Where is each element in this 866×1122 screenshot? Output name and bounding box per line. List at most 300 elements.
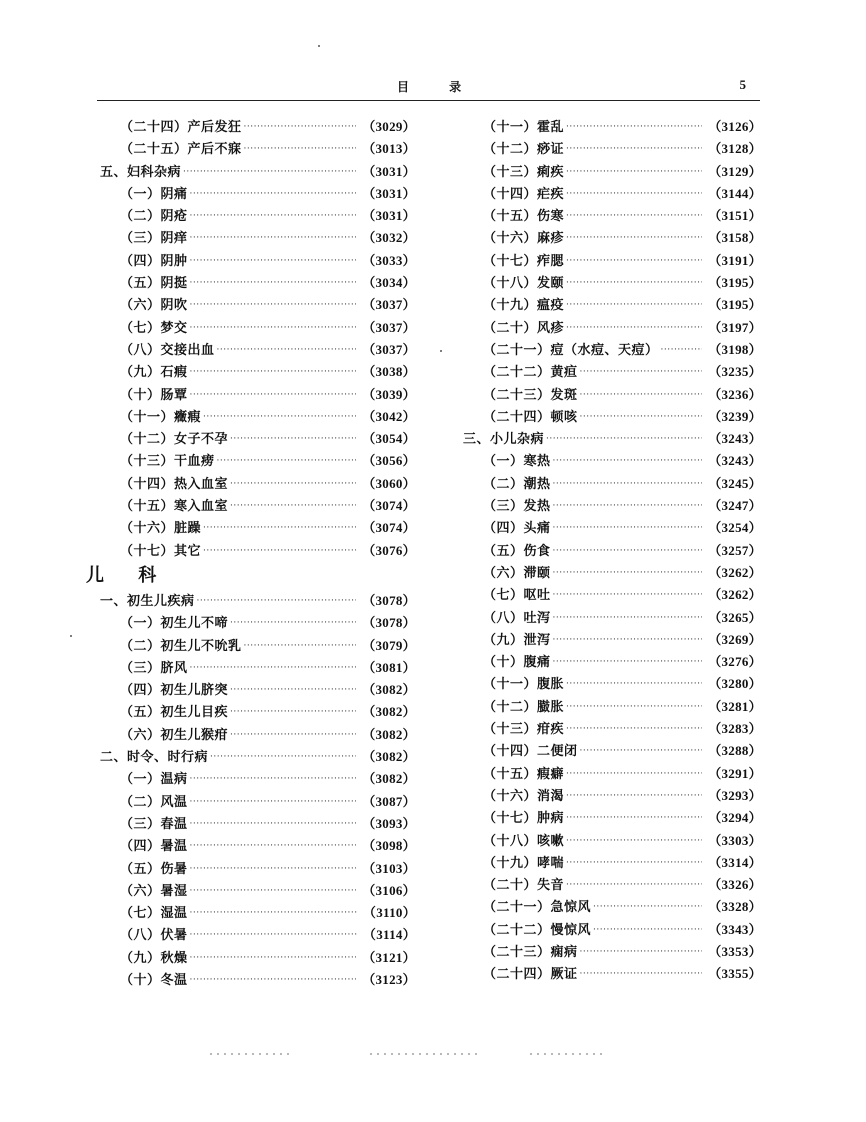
toc-entry-label: （七）湿温 — [120, 906, 188, 922]
dot-leader — [580, 941, 703, 963]
dot-leader — [190, 969, 357, 991]
dot-leader — [566, 807, 702, 829]
toc-entry-label: （一）阴痛 — [120, 186, 188, 202]
toc-entry-label: （十七）其它 — [120, 543, 202, 559]
toc-entry-label: （二十四）厥证 — [483, 967, 578, 983]
toc-entry-page: （3082） — [362, 749, 416, 765]
dot-leader — [566, 161, 702, 183]
toc-entry-label: （十）冬温 — [120, 972, 188, 988]
toc-entry-page: （3276） — [708, 654, 762, 670]
toc-entry[interactable] — [475, 361, 762, 383]
toc-entry[interactable] — [475, 317, 762, 339]
toc-entry[interactable] — [475, 161, 762, 183]
dot-leader — [553, 629, 703, 651]
dot-leader — [553, 584, 703, 606]
toc-entry[interactable] — [475, 227, 762, 249]
dot-leader — [566, 294, 702, 316]
scan-noise — [370, 1053, 480, 1055]
dot-leader — [203, 406, 356, 428]
toc-section-entry[interactable] — [463, 428, 762, 450]
toc-entry-page: （3087） — [362, 793, 416, 809]
toc-entry[interactable] — [112, 317, 416, 339]
dot-leader — [553, 517, 703, 539]
dot-leader — [190, 858, 357, 880]
dot-leader — [566, 138, 702, 160]
toc-section-entry[interactable] — [100, 161, 416, 183]
toc-entry-page: （3056） — [362, 453, 416, 469]
toc-entry-page: （3314） — [708, 854, 762, 870]
dot-leader — [566, 852, 702, 874]
toc-entry-label: （四）初生儿脐突 — [120, 683, 229, 699]
toc-section-entry[interactable] — [100, 590, 416, 612]
toc-list-pediatrics-continued — [463, 116, 762, 986]
toc-entry-label: （三）春温 — [120, 816, 188, 832]
toc-entry[interactable] — [475, 673, 762, 695]
toc-entry-label: （二十一）急惊风 — [483, 900, 592, 916]
toc-entry-page: （3029） — [362, 119, 416, 134]
dot-leader — [230, 724, 356, 746]
toc-entry-label: （九）石瘕 — [120, 365, 188, 381]
toc-entry-label: （二十四）产后发狂 — [120, 120, 242, 135]
toc-entry-label: （四）头痛 — [483, 521, 551, 537]
dot-leader — [190, 361, 357, 383]
toc-entry[interactable] — [112, 116, 416, 138]
toc-entry-label: （十五）瘕癖 — [483, 766, 565, 782]
dot-leader — [580, 384, 703, 406]
toc-entry[interactable] — [475, 941, 762, 963]
toc-entry-page: （3328） — [708, 899, 762, 915]
dot-leader — [197, 590, 357, 612]
toc-entry-label: （二）阴疮 — [120, 209, 188, 225]
toc-entry[interactable] — [475, 740, 762, 762]
toc-entry-label: （二十）风疹 — [483, 320, 565, 336]
toc-entry[interactable] — [112, 657, 416, 679]
toc-entry-label: （十三）干血痨 — [120, 454, 215, 470]
toc-entry-page: （3037） — [362, 341, 416, 357]
toc-entry-label: （二十三）痫病 — [483, 944, 578, 960]
dot-leader — [566, 830, 702, 852]
toc-entry[interactable] — [112, 635, 416, 657]
dot-leader — [190, 384, 357, 406]
toc-entry-page: （3034） — [362, 275, 416, 291]
dot-leader — [566, 718, 702, 740]
toc-entry-page: （3291） — [708, 765, 762, 781]
toc-entry-page: （3303） — [708, 832, 762, 848]
toc-entry-page: （3236） — [708, 386, 762, 402]
dot-leader — [190, 227, 357, 249]
toc-entry-label: （十九）哮喘 — [483, 855, 565, 871]
dot-leader — [566, 785, 702, 807]
toc-entry-page: （3079） — [362, 637, 416, 653]
toc-entry-label: （一）寒热 — [483, 454, 551, 470]
toc-entry[interactable] — [112, 183, 416, 205]
dot-leader — [190, 205, 357, 227]
toc-entry[interactable] — [475, 651, 762, 673]
toc-entry[interactable] — [475, 807, 762, 829]
dot-leader — [190, 835, 357, 857]
toc-entry-page: （3262） — [708, 564, 762, 580]
dot-leader — [190, 880, 357, 902]
toc-entry[interactable] — [475, 718, 762, 740]
toc-entry-label: 三、小儿杂病 — [463, 432, 545, 448]
toc-entry-label: （六）滞颐 — [483, 565, 551, 581]
toc-entry[interactable] — [475, 540, 762, 562]
toc-entry-page: （3129） — [708, 163, 762, 179]
toc-entry-label: （四）阴肿 — [120, 253, 188, 269]
toc-entry[interactable] — [112, 450, 416, 472]
toc-entry-label: （二十二）黄疸 — [483, 365, 578, 381]
dot-leader — [230, 473, 356, 495]
dot-leader — [553, 473, 703, 495]
toc-entry[interactable] — [475, 696, 762, 718]
toc-entry-label: （五）初生儿目疾 — [120, 705, 229, 721]
toc-entry[interactable] — [112, 947, 416, 969]
toc-entry[interactable] — [112, 791, 416, 813]
toc-entry-label: （十六）脏躁 — [120, 521, 202, 537]
toc-entry[interactable] — [112, 205, 416, 227]
toc-entry-label: （五）阴挺 — [120, 276, 188, 292]
toc-entry[interactable] — [112, 701, 416, 723]
toc-entry-label: （十二）痧证 — [483, 142, 565, 158]
toc-entry-label: （二十）失音 — [483, 878, 565, 894]
toc-entry-page: （3106） — [362, 882, 416, 898]
toc-entry[interactable] — [112, 361, 416, 383]
toc-entry-label: （二十二）慢惊风 — [483, 922, 592, 938]
toc-entry-page: （3123） — [362, 971, 416, 987]
toc-entry-label: （六）暑湿 — [120, 883, 188, 899]
toc-entry-page: （3197） — [708, 319, 762, 335]
scan-noise — [530, 1053, 605, 1055]
toc-entry-page: （3144） — [708, 185, 762, 201]
toc-entry-page: （3158） — [708, 230, 762, 246]
dot-leader — [580, 740, 703, 762]
toc-entry-label: （二）风温 — [120, 794, 188, 810]
toc-entry[interactable] — [112, 724, 416, 746]
toc-entry-label: （十七）痄腮 — [483, 253, 565, 269]
toc-entry[interactable] — [475, 562, 762, 584]
toc-entry-page: （3082） — [362, 704, 416, 720]
toc-entry-label: （十一）癥瘕 — [120, 409, 202, 425]
toc-entry[interactable] — [112, 835, 416, 857]
toc-entry[interactable] — [475, 450, 762, 472]
toc-entry-page: （3355） — [708, 966, 762, 982]
toc-entry-page: （3235） — [708, 364, 762, 380]
dot-leader — [566, 227, 702, 249]
toc-entry-page: （3078） — [362, 615, 416, 631]
toc-entry[interactable] — [475, 205, 762, 227]
toc-entry-label: （一）温病 — [120, 772, 188, 788]
toc-entry[interactable] — [475, 629, 762, 651]
toc-entry-page: （3039） — [362, 386, 416, 402]
dot-leader — [190, 250, 357, 272]
toc-entry-page: （3283） — [708, 721, 762, 737]
toc-entry[interactable] — [475, 584, 762, 606]
toc-entry-page: （3195） — [708, 297, 762, 313]
toc-entry-label: （十八）咳嗽 — [483, 833, 565, 849]
toc-entry[interactable] — [475, 963, 762, 985]
scan-speck — [318, 45, 320, 47]
toc-entry-label: 五、妇科杂病 — [100, 164, 182, 180]
toc-list-pediatrics — [100, 590, 416, 991]
toc-entry-page: （3293） — [708, 787, 762, 803]
toc-entry[interactable] — [112, 473, 416, 495]
toc-entry-label: （九）泄泻 — [483, 632, 551, 648]
toc-entry[interactable] — [112, 138, 416, 160]
dot-leader — [190, 791, 357, 813]
toc-entry-page: （3243） — [708, 431, 762, 447]
dot-leader — [190, 902, 357, 924]
toc-entry-label: （五）伤食 — [483, 543, 551, 559]
dot-leader — [217, 450, 357, 472]
toc-entry-label: （三）阴痒 — [120, 231, 188, 247]
toc-entry-label: （二十五）产后不寐 — [120, 142, 242, 158]
toc-entry[interactable] — [112, 339, 416, 361]
toc-entry[interactable] — [475, 763, 762, 785]
toc-entry[interactable] — [475, 116, 762, 138]
dot-leader — [553, 540, 703, 562]
scan-speck — [70, 635, 72, 637]
dot-leader — [566, 763, 702, 785]
toc-entry-page: （3081） — [362, 659, 416, 675]
dot-leader — [566, 116, 702, 138]
toc-entry-label: （十）肠覃 — [120, 387, 188, 403]
toc-entry-page: （3013） — [362, 141, 416, 157]
toc-entry-label: （六）阴吹 — [120, 298, 188, 314]
dot-leader — [230, 495, 356, 517]
dot-leader — [553, 562, 703, 584]
toc-right-column — [463, 116, 762, 986]
toc-entry-page: （3126） — [708, 119, 762, 134]
dot-leader — [593, 896, 702, 918]
dot-leader — [566, 673, 702, 695]
toc-entry[interactable] — [475, 406, 762, 428]
toc-entry-label: （八）吐泻 — [483, 610, 551, 626]
toc-entry-page: （3074） — [362, 520, 416, 536]
toc-entry-label: （十三）疳疾 — [483, 722, 565, 738]
toc-entry-label: 一、初生儿疾病 — [100, 593, 195, 609]
toc-entry-page: （3054） — [362, 431, 416, 447]
toc-entry-label: （九）秋燥 — [120, 950, 188, 966]
toc-entry-page: （3114） — [362, 927, 416, 943]
toc-entry-page: （3288） — [708, 743, 762, 759]
page-header — [97, 78, 760, 100]
toc-entry-label: （十二）臌胀 — [483, 699, 565, 715]
toc-entry[interactable] — [112, 384, 416, 406]
toc-entry[interactable] — [112, 768, 416, 790]
toc-entry-page: （3243） — [708, 453, 762, 469]
toc-entry-page: （3033） — [362, 252, 416, 268]
toc-entry-page: （3195） — [708, 275, 762, 291]
dot-leader — [244, 635, 357, 657]
dot-leader — [566, 272, 702, 294]
toc-entry-page: （3098） — [362, 838, 416, 854]
toc-entry-label: （三）脐风 — [120, 660, 188, 676]
toc-entry[interactable] — [475, 183, 762, 205]
dot-leader — [661, 339, 703, 361]
toc-entry-label: （十一）霍乱 — [483, 120, 565, 135]
toc-entry-label: （十六）消渴 — [483, 788, 565, 804]
toc-entry-page: （3191） — [708, 252, 762, 268]
toc-entry-page: （3128） — [708, 141, 762, 157]
toc-entry-page: （3042） — [362, 408, 416, 424]
dot-leader — [553, 607, 703, 629]
toc-entry-label: （二）初生儿不吮乳 — [120, 638, 242, 654]
toc-entry[interactable] — [475, 874, 762, 896]
page-title: 目 录 — [397, 80, 480, 94]
page-number: 5 — [739, 77, 746, 92]
toc-entry-label: （二十三）发斑 — [483, 387, 578, 403]
toc-entry-label: 二、时令、时行病 — [100, 750, 209, 766]
toc-entry[interactable] — [112, 227, 416, 249]
dot-leader — [553, 450, 703, 472]
dot-leader — [203, 517, 356, 539]
toc-entry-page: （3247） — [708, 498, 762, 514]
dot-leader — [566, 696, 702, 718]
toc-entry-page: （3060） — [362, 475, 416, 491]
toc-entry[interactable] — [112, 902, 416, 924]
dot-leader — [566, 250, 702, 272]
section-title-pediatrics: 儿 科 — [86, 564, 171, 586]
toc-entry-page: （3280） — [708, 676, 762, 692]
toc-entry-page: （3245） — [708, 475, 762, 491]
toc-entry[interactable] — [112, 679, 416, 701]
toc-entry-page: （3076） — [362, 542, 416, 558]
dot-leader — [203, 540, 356, 562]
dot-leader — [190, 294, 357, 316]
toc-entry-label: （十五）寒入血室 — [120, 499, 229, 515]
scan-noise — [210, 1053, 290, 1055]
header-rule — [97, 100, 760, 101]
dot-leader — [566, 317, 702, 339]
toc-entry-page: （3031） — [362, 185, 416, 201]
toc-entry[interactable] — [475, 272, 762, 294]
toc-entry[interactable] — [112, 272, 416, 294]
toc-entry[interactable] — [475, 607, 762, 629]
dot-leader — [553, 651, 703, 673]
toc-entry-label: （十八）发颐 — [483, 276, 565, 292]
toc-entry-page: （3294） — [708, 810, 762, 826]
toc-entry-label: （十三）痢疾 — [483, 164, 565, 180]
dot-leader — [593, 919, 702, 941]
toc-entry-label: （八）伏暑 — [120, 928, 188, 944]
toc-entry-label: （二十一）痘（水痘、天痘） — [483, 342, 659, 358]
dot-leader — [190, 272, 357, 294]
toc-entry-label: （十一）腹胀 — [483, 677, 565, 693]
toc-entry[interactable] — [475, 852, 762, 874]
toc-entry-label: （二十四）顿咳 — [483, 409, 578, 425]
toc-entry[interactable] — [112, 406, 416, 428]
toc-entry[interactable] — [112, 250, 416, 272]
toc-entry[interactable] — [475, 339, 762, 361]
toc-entry-label: （十九）瘟疫 — [483, 298, 565, 314]
toc-entry[interactable] — [475, 785, 762, 807]
toc-entry[interactable] — [475, 294, 762, 316]
toc-entry-page: （3326） — [708, 877, 762, 893]
toc-entry-page: （3074） — [362, 498, 416, 514]
toc-entry-label: （七）呕吐 — [483, 588, 551, 604]
toc-entry-page: （3032） — [362, 230, 416, 246]
dot-leader — [244, 116, 357, 138]
dot-leader — [230, 612, 356, 634]
dot-leader — [580, 406, 703, 428]
dot-leader — [190, 768, 357, 790]
toc-entry-page: （3343） — [708, 921, 762, 937]
toc-entry[interactable] — [112, 969, 416, 991]
toc-entry-page: （3078） — [362, 592, 416, 608]
toc-entry[interactable] — [112, 813, 416, 835]
dot-leader — [190, 947, 357, 969]
toc-entry-label: （十七）肿病 — [483, 811, 565, 827]
toc-entry[interactable] — [475, 384, 762, 406]
toc-entry-page: （3037） — [362, 319, 416, 335]
toc-entry[interactable] — [475, 830, 762, 852]
toc-entry[interactable] — [112, 858, 416, 880]
toc-entry[interactable] — [475, 250, 762, 272]
toc-entry[interactable] — [475, 138, 762, 160]
dot-leader — [230, 428, 356, 450]
toc-entry-page: （3031） — [362, 208, 416, 224]
toc-entry[interactable] — [475, 473, 762, 495]
toc-section-entry[interactable] — [100, 746, 416, 768]
toc-entry[interactable] — [475, 495, 762, 517]
toc-entry[interactable] — [112, 880, 416, 902]
toc-entry-label: （十四）疟疾 — [483, 186, 565, 202]
toc-entry-page: （3281） — [708, 698, 762, 714]
toc-entry-label: （十六）麻疹 — [483, 231, 565, 247]
toc-list-gynecology — [100, 116, 416, 562]
dot-leader — [210, 746, 356, 768]
dot-leader — [217, 339, 357, 361]
toc-entry[interactable] — [112, 612, 416, 634]
toc-entry-label: （二）潮热 — [483, 476, 551, 492]
toc-entry[interactable] — [112, 924, 416, 946]
toc-entry-label: （十五）伤寒 — [483, 209, 565, 225]
toc-entry[interactable] — [475, 919, 762, 941]
toc-entry[interactable] — [112, 540, 416, 562]
dot-leader — [580, 963, 703, 985]
toc-entry[interactable] — [112, 495, 416, 517]
toc-entry-page: （3151） — [708, 208, 762, 224]
toc-entry-label: （十）腹痛 — [483, 655, 551, 671]
toc-entry-page: （3110） — [362, 905, 416, 921]
toc-entry-page: （3262） — [708, 587, 762, 603]
dot-leader — [566, 205, 702, 227]
toc-entry-label: （一）初生儿不啼 — [120, 616, 229, 632]
toc-entry-label: （八）交接出血 — [120, 342, 215, 358]
dot-leader — [190, 183, 357, 205]
toc-entry-page: （3038） — [362, 364, 416, 380]
toc-entry-page: （3037） — [362, 297, 416, 313]
dot-leader — [230, 701, 356, 723]
toc-entry-page: （3031） — [362, 163, 416, 179]
toc-entry[interactable] — [475, 517, 762, 539]
toc-entry[interactable] — [112, 294, 416, 316]
dot-leader — [566, 874, 702, 896]
dot-leader — [190, 317, 357, 339]
toc-entry-label: （五）伤暑 — [120, 861, 188, 877]
toc-entry[interactable] — [475, 896, 762, 918]
toc-entry[interactable] — [112, 428, 416, 450]
dot-leader — [190, 657, 357, 679]
toc-entry[interactable] — [112, 517, 416, 539]
toc-entry-page: （3254） — [708, 520, 762, 536]
toc-entry-label: （十四）二便闭 — [483, 744, 578, 760]
toc-entry-page: （3198） — [708, 341, 762, 357]
dot-leader — [553, 495, 703, 517]
toc-entry-page: （3269） — [708, 631, 762, 647]
toc-entry-page: （3093） — [362, 815, 416, 831]
dot-leader — [183, 161, 356, 183]
